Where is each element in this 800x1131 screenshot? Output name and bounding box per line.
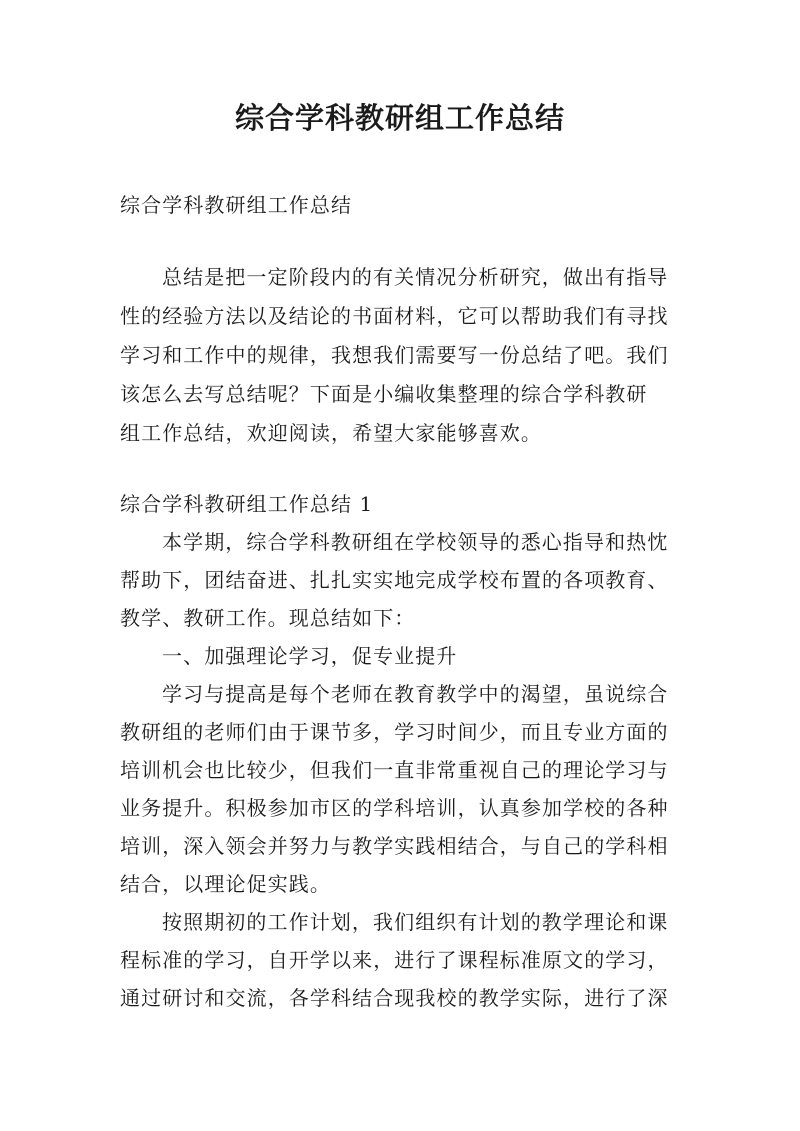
section-heading: 综合学科教研组工作总结 1	[120, 492, 374, 516]
paragraph-line: 结合，以理论促实践。	[120, 872, 331, 896]
intro-line: 该怎么去写总结呢？下面是小编收集整理的综合学科教研	[120, 382, 648, 406]
document-title: 综合学科教研组工作总结	[234, 101, 565, 135]
section-1	[120, 485, 686, 1017]
intro-line: 组工作总结，欢迎阅读，希望大家能够喜欢。	[120, 421, 542, 445]
section-subheading: 一、加强理论学习，促专业提升	[162, 644, 458, 668]
paragraph-line: 培训机会也比较少，但我们一直非常重视自己的理论学习与	[120, 758, 669, 782]
paragraph-line: 教学、教研工作。现总结如下：	[120, 606, 416, 630]
paragraph-line: 教研组的老师们由于课节多，学习时间少，而且专业方面的	[120, 720, 669, 744]
paragraph-line: 培训，深入领会并努力与教学实践相结合，与自己的学科相	[120, 834, 669, 858]
paragraph-line: 学习与提高是每个老师在教育教学中的渴望，虽说综合	[162, 682, 669, 706]
paragraph-line: 通过研讨和交流，各学科结合现我校的教学实际，进行了深	[120, 986, 669, 1010]
paragraph-line: 本学期，综合学科教研组在学校领导的悉心指导和热忱	[162, 530, 669, 554]
intro-line: 性的经验方法以及结论的书面材料，它可以帮助我们有寻找	[120, 304, 669, 328]
intro-line: 总结是把一定阶段内的有关情况分析研究，做出有指导	[162, 265, 669, 289]
paragraph-line: 按照期初的工作计划，我们组织有计划的教学理论和课	[162, 910, 669, 934]
paragraph-line: 帮助下，团结奋进、扎扎实实地完成学校布置的各项教育、	[120, 568, 669, 592]
paragraph-line: 程标准的学习，自开学以来，进行了课程标准原文的学习，	[120, 948, 669, 972]
paragraph-line: 业务提升。积极参加市区的学科培训，认真参加学校的各种	[120, 796, 669, 820]
intro-line: 学习和工作中的规律，我想我们需要写一份总结了吧。我们	[120, 343, 669, 367]
intro-paragraph	[120, 258, 686, 453]
document-subtitle: 综合学科教研组工作总结	[120, 193, 353, 217]
